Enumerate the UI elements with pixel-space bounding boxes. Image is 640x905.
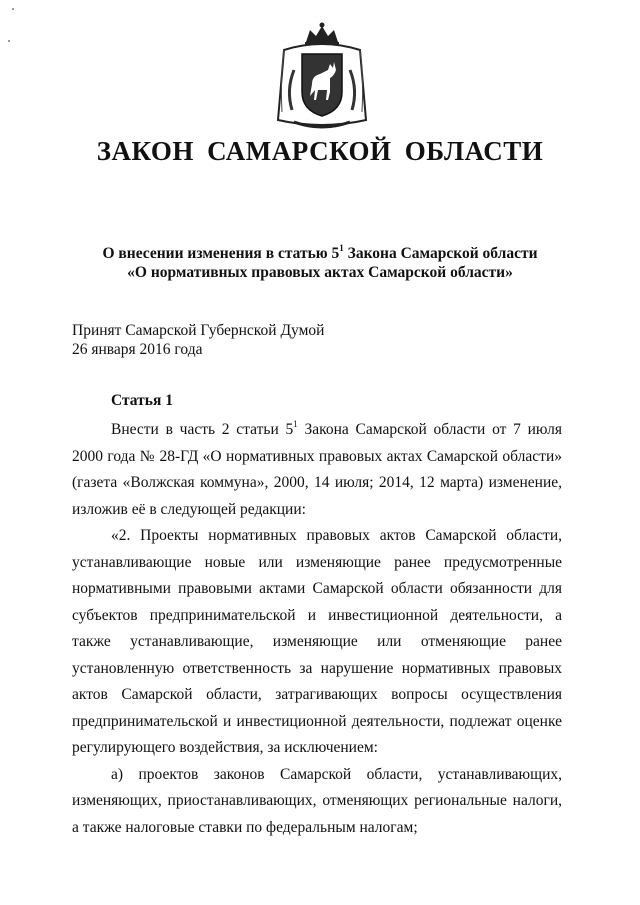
subtitle-line-2: «О нормативных правовых актах Самарской области» (127, 264, 513, 281)
adopted-by: Принят Самарской Губернской Думой (72, 322, 325, 339)
samara-coat-of-arms-icon (272, 20, 372, 132)
law-subtitle (0, 244, 640, 282)
subtitle-suffix: Закона Самарской области (343, 245, 538, 262)
para1-superscript: 1 (293, 419, 298, 429)
law-title: ЗАКОН САМАРСКОЙ ОБЛАСТИ (96, 136, 544, 166)
subtitle-line-1 (0, 244, 640, 263)
para1-suffix: Закона Самарской области от 7 июля 2000 года № 28-ГД «О нормативных правовых актах Самарской области» (газета «Волжская коммуна», 2000, 14 июля; 2014, 12 марта) изменение, изложив её в следующей редакции: (72, 421, 562, 518)
paragraph-3: а) проектов законов Самарской области, устанавливающих, изменяющих, приостанавливающих, отменяющих региональные налоги, а также налоговые ставки по федеральным налогам; (72, 765, 562, 836)
paragraph-1 (72, 417, 562, 523)
paragraph-2: «2. Проекты нормативных правовых актов Самарской области, устанавливающие новые или изменяющие ранее предусмотренные нормативными правовыми актами Самарской области обязанности для субъектов предпринимательской и инвестиционной деятельности, а также устанавливающие, изменяющие или отменяющие ранее установленную ответственность за нарушение нормативных правовых актов Самарской области, затрагивающих вопросы осуществления предпринимательской и инвестиционной деятельности, подлежат оценке регулирующего воздействия, за исключением: (72, 527, 562, 756)
adoption-info (72, 321, 324, 359)
article-title: Статья 1 (111, 392, 173, 409)
adopted-date: 26 января 2016 года (72, 341, 203, 358)
scan-speck (12, 8, 14, 10)
subtitle-superscript: 1 (339, 243, 344, 253)
article-body (72, 417, 562, 841)
para1-prefix: Внести в часть 2 статьи 5 (111, 421, 294, 438)
scan-speck (8, 40, 10, 42)
subtitle-prefix: О внесении изменения в статью 5 (102, 245, 340, 262)
